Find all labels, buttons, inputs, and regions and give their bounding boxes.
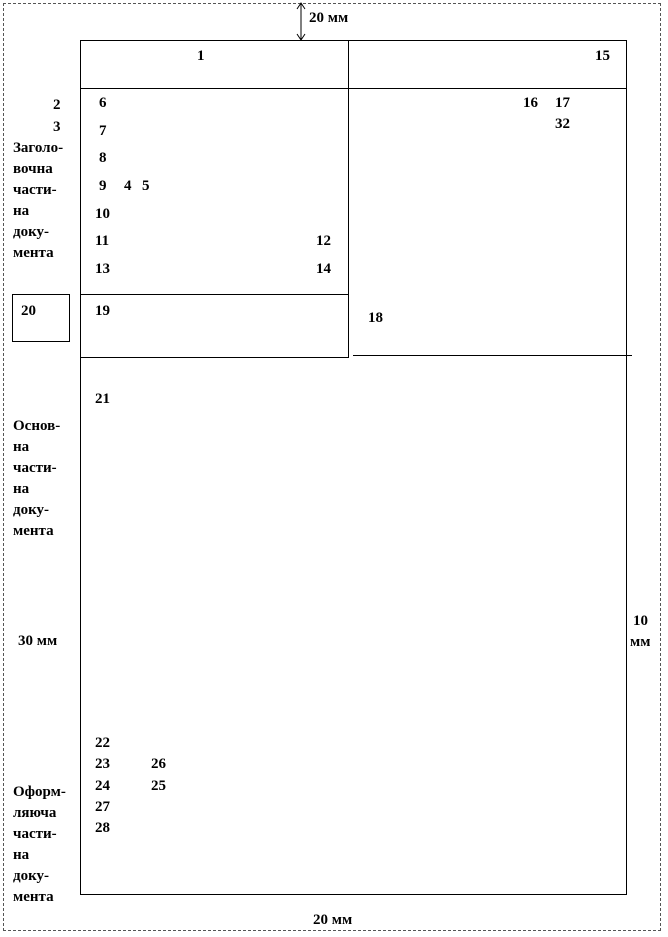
- zone-18: 18: [368, 310, 383, 326]
- closing-section-label: Оформ- ляюча части- на доку- мента: [13, 784, 66, 905]
- zone-7: 7: [99, 123, 107, 139]
- bottom-margin-label: 20 мм: [313, 912, 353, 928]
- zone-1: 1: [197, 48, 205, 64]
- right-margin-label-value: 10: [633, 613, 648, 629]
- zone-5: 5: [142, 178, 150, 194]
- zone-6: 6: [99, 95, 107, 111]
- zone-21: 21: [95, 391, 110, 407]
- zone-32: 32: [555, 116, 570, 132]
- left-margin-label: 30 мм: [18, 633, 58, 649]
- zone-13: 13: [95, 261, 110, 277]
- zone-17: 17: [555, 95, 570, 111]
- header-lower-divider: [80, 294, 349, 295]
- zone-26: 26: [151, 756, 166, 772]
- zone-4: 4: [124, 178, 132, 194]
- right-margin-label-unit: мм: [630, 634, 651, 650]
- zone-14: 14: [316, 261, 331, 277]
- zone-8: 8: [99, 150, 107, 166]
- zone-27: 27: [95, 799, 110, 815]
- main-section-label: Основ- на части- на доку- мента: [13, 418, 61, 539]
- zone-2: 2: [53, 97, 61, 113]
- zone-11: 11: [95, 233, 110, 249]
- zone-3: 3: [53, 119, 61, 135]
- zone-24: 24: [95, 778, 110, 794]
- header-bottom-right-divider: [353, 355, 632, 356]
- zone-25: 25: [151, 778, 166, 794]
- zone-19: 19: [95, 303, 110, 319]
- top-margin-label: 20 мм: [309, 10, 349, 26]
- zone-15: 15: [595, 48, 610, 64]
- zone-10: 10: [95, 206, 110, 222]
- zone-23: 23: [95, 756, 110, 772]
- zone-22: 22: [95, 735, 110, 751]
- title-row-divider: [80, 88, 627, 89]
- header-section-label: Заголо- вочна части- на доку- мента: [13, 140, 64, 261]
- zone-12: 12: [316, 233, 331, 249]
- zone-9: 9: [99, 178, 107, 194]
- header-bottom-left-divider: [80, 357, 349, 358]
- zone-28: 28: [95, 820, 110, 836]
- top-margin-arrow-icon: [294, 1, 308, 42]
- zone-20: 20: [21, 303, 36, 319]
- zone-16: 16: [523, 95, 538, 111]
